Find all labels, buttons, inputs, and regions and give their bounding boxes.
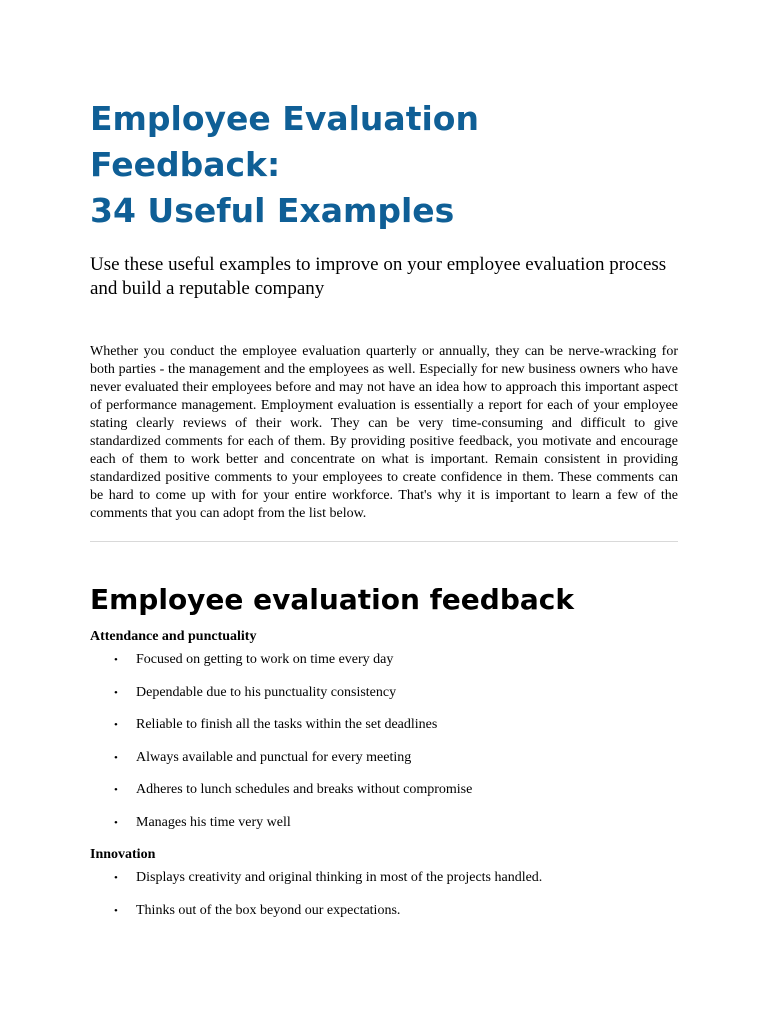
article-title [90, 96, 678, 234]
group-attendance [90, 628, 678, 832]
list-item-text: Displays creativity and original thinking in most of the projects handled. [136, 870, 543, 885]
bullet-icon: • [114, 904, 118, 917]
list-item [90, 781, 678, 799]
bullet-icon: • [114, 719, 118, 731]
list-item-text: Thinks out of the box beyond our expectations. [136, 902, 401, 918]
list-item [90, 684, 678, 702]
list-item [90, 716, 678, 734]
list-item [90, 749, 678, 767]
bullet-icon: • [114, 784, 118, 796]
bullet-list-attendance [90, 651, 678, 832]
list-item-text: Reliable to finish all the tasks within the set deadlines [136, 717, 438, 732]
list-item-text: Adheres to lunch schedules and breaks without compromise [136, 782, 473, 797]
bullet-list-innovation [90, 869, 678, 920]
list-item-text: Manages his time very well [136, 814, 291, 830]
group-title-innovation: Innovation [90, 847, 156, 862]
bullet-icon: • [114, 654, 118, 666]
list-item-text: Focused on getting to work on time every day [136, 652, 394, 667]
list-item [90, 651, 678, 669]
list-item [90, 814, 678, 832]
list-item-text: Dependable due to his punctuality consistency [136, 684, 397, 700]
bullet-icon: • [114, 872, 118, 884]
section-heading: Employee evaluation feedback [90, 583, 574, 616]
list-item-text: Always available and punctual for every meeting [136, 749, 412, 765]
group-title-attendance: Attendance and punctuality [90, 629, 257, 644]
section-divider [90, 541, 678, 542]
bullet-icon: • [114, 816, 118, 829]
title-line-1: Employee Evaluation Feedback: [90, 99, 479, 184]
list-item [90, 869, 678, 887]
list-item [90, 902, 678, 920]
bullet-icon: • [114, 751, 118, 764]
intro-paragraph: Whether you conduct the employee evaluation quarterly or annually, they can be nerve-wracking for both parties - the management and the employees as well. Especially for new business owners who have never evaluated their employees before and may not have an idea how to approach this important aspect of performance management. Employment evaluation is essentially a report for each of your employee stating clearly reviews of their work. They can be very time-consuming and difficult to give standardized comments for each of them. By providing positive feedback, you motivate and encourage each of them to work better and concentrate on what is important. Remain consistent in providing standardized positive comments to your employees to create confidence in them. These comments can be hard to come up with for your entire workforce. That's why it is important to learn a few of the comments that you can adopt from the list below. [90, 344, 678, 521]
bullet-icon: • [114, 686, 118, 699]
title-line-2: 34 Useful Examples [90, 191, 455, 230]
document-page [90, 96, 678, 934]
group-innovation [90, 846, 678, 920]
article-subtitle: Use these useful examples to improve on your employee evaluation process and build a reputable company [90, 254, 667, 299]
